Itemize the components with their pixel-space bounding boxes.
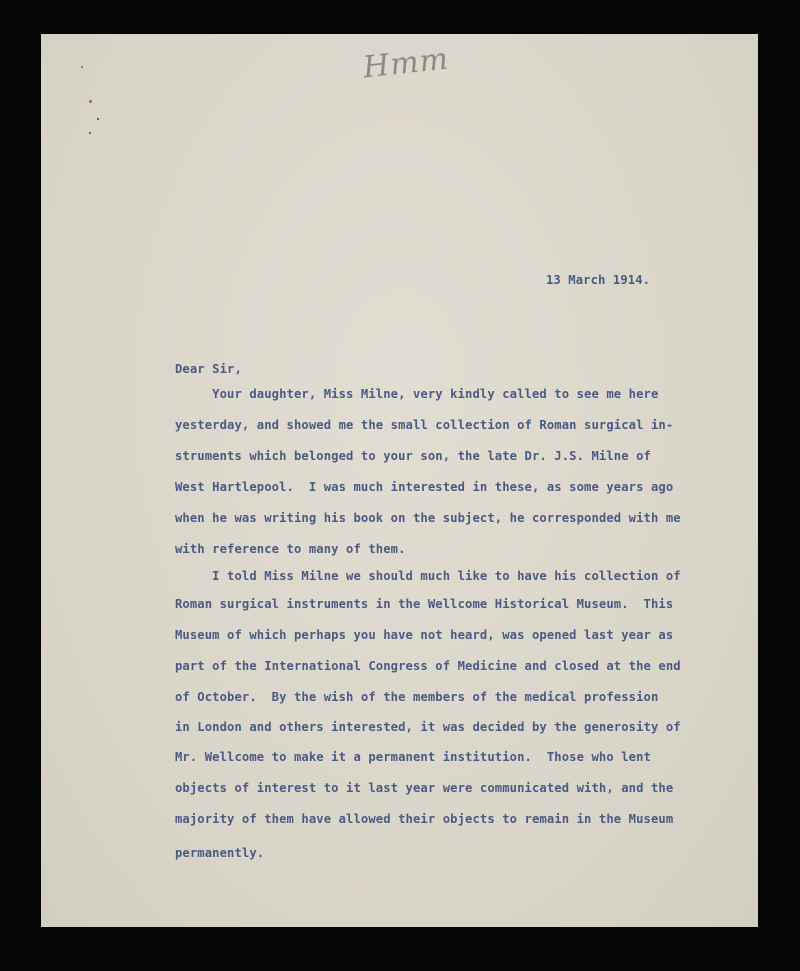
letter-line: West Hartlepool. I was much interested in these, as some years ago (175, 480, 674, 494)
letter-line: I told Miss Milne we should much like to have his collection of (175, 569, 681, 583)
letter-line: of October. By the wish of the members of the medical profession (175, 690, 659, 704)
punch-mark-icon (81, 66, 83, 68)
letter-line: part of the International Congress of Medicine and closed at the end (175, 659, 681, 673)
letter-line: objects of interest to it last year were communicated with, and the (175, 781, 674, 795)
letter-line: Mr. Wellcome to make it a permanent institution. Those who lent (175, 750, 651, 764)
letter-date: 13 March 1914. (546, 273, 651, 287)
letter-line: with reference to many of them. (175, 542, 406, 556)
letter-line: Museum of which perhaps you have not heard, was opened last year as (175, 628, 674, 642)
letter-line: in London and others interested, it was decided by the generosity of (175, 720, 681, 734)
letter-line: Your daughter, Miss Milne, very kindly called to see me here (175, 387, 659, 401)
letter-line: yesterday, and showed me the small collection of Roman surgical in- (175, 418, 674, 432)
punch-mark-icon (89, 132, 91, 134)
letter-line: when he was writing his book on the subject, he corresponded with me (175, 511, 681, 525)
punch-mark-icon (97, 118, 99, 120)
letter-salutation: Dear Sir, (175, 362, 242, 376)
letter-line: majority of them have allowed their objects to remain in the Museum (175, 812, 674, 826)
letter-line: permanently. (175, 846, 265, 860)
letter-page (41, 34, 758, 927)
pencil-annotation: Hmm (361, 41, 451, 86)
rust-spot-icon (89, 100, 92, 103)
letter-line: Roman surgical instruments in the Wellcome Historical Museum. This (175, 597, 674, 611)
letter-line: struments which belonged to your son, the late Dr. J.S. Milne of (175, 449, 651, 463)
